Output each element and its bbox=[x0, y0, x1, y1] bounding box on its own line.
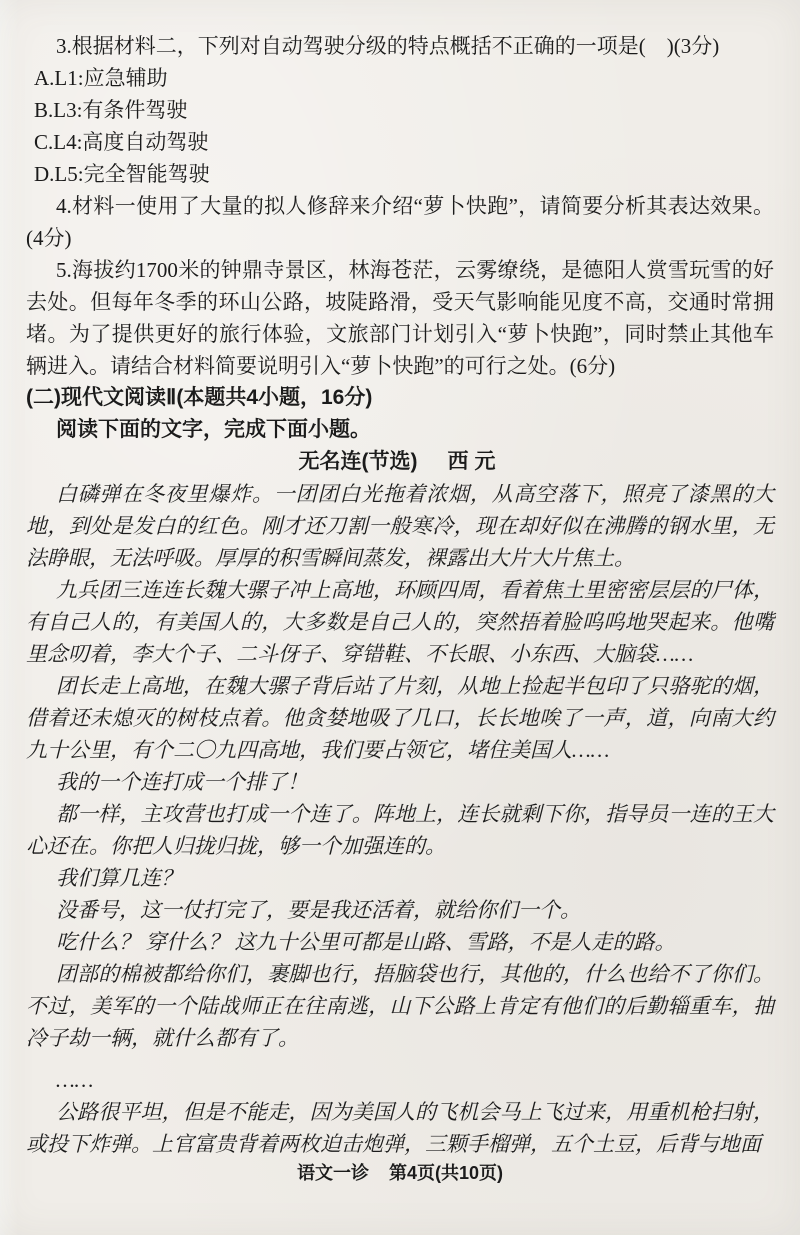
question-3-text: 3.根据材料二，下列对自动驾驶分级的特点概括不正确的一项是( )(3分) bbox=[56, 34, 720, 58]
section-2-heading: (二)现代文阅读Ⅱ(本题共4小题，16分) bbox=[26, 386, 373, 409]
reading-instruction: 阅读下面的文字，完成下面小题。 bbox=[56, 418, 371, 441]
question-5-text: 5.海拔约1700米的钟鼎寺景区，林海苍茫，云雾缭绕，是德阳人赏雪玩雪的好去处。但每年冬季的环山公路，坡陡路滑，受天气影响能见度不高，交通时常拥堵。为了提供更好的旅行体验，文旅部门计划引入“萝卜快跑”，同时禁止其他车辆进入。请结合材料简要说明引入“萝卜快跑”的可行之处。(6分) bbox=[26, 258, 774, 378]
passage-paragraph-5: 都一样，主攻营也打成一个连了。阵地上，连长就剩下你，指导员一连的王大心还在。你把人归拢归拢，够一个加强连的。 bbox=[26, 802, 774, 858]
passage-paragraph-8: 吃什么？ 穿什么？ 这九十公里可都是山路、雪路，不是人走的路。 bbox=[56, 930, 676, 954]
page-footer bbox=[0, 1160, 800, 1186]
option-a: A.L1:应急辅助 bbox=[34, 66, 168, 90]
option-b: B.L3:有条件驾驶 bbox=[34, 98, 188, 122]
passage-body bbox=[26, 478, 774, 1160]
passage-paragraph-11: 公路很平坦，但是不能走，因为美国人的飞机会马上飞过来，用重机枪扫射，或投下炸弹。上官富贵背着两枚迫击炮弹，三颗手榴弹，五个土豆，后背与地面 bbox=[26, 1100, 774, 1156]
passage-paragraph-2: 九兵团三连连长魏大骡子冲上高地，环顾四周，看着焦土里密密层层的尸体，有自己人的，有美国人的，大多数是自己人的，突然捂着脸呜呜地哭起来。他嘴里念叨着，李大个子、二斗伢子、穿错鞋、不长眼、小东西、大脑袋…… bbox=[26, 578, 774, 666]
passage-paragraph-7: 没番号，这一仗打完了，要是我还活着，就给你们一个。 bbox=[56, 898, 581, 922]
passage-title-line bbox=[26, 446, 774, 478]
option-c: C.L4:高度自动驾驶 bbox=[34, 130, 209, 154]
question-3-options bbox=[26, 62, 774, 190]
passage-author: 西元 bbox=[447, 450, 502, 473]
passage-paragraph-4: 我的一个连打成一个排了！ bbox=[56, 770, 308, 794]
question-4-text: 4.材料一使用了大量的拟人修辞来介绍“萝卜快跑”，请简要分析其表达效果。(4分) bbox=[26, 194, 774, 250]
passage-paragraph-6: 我们算几连？ bbox=[56, 866, 182, 890]
footer-exam-name: 语文一诊 bbox=[296, 1163, 369, 1183]
footer-page-number: 第4页(共10页) bbox=[388, 1163, 504, 1183]
passage-paragraph-1: 白磷弹在冬夜里爆炸。一团团白光拖着浓烟，从高空落下，照亮了漆黑的大地，到处是发白的红色。刚才还刀割一般寒冷，现在却好似在沸腾的钢水里，无法睁眼，无法呼吸。厚厚的积雪瞬间蒸发，裸露出大片大片焦土。 bbox=[26, 482, 774, 570]
question-3 bbox=[26, 30, 774, 190]
passage-paragraph-9: 团部的棉被都给你们，裹脚也行，捂脑袋也行，其他的，什么也给不了你们。不过，美军的一个陆战师正在往南逃，山下公路上肯定有他们的后勤辎重车，抽冷子劫一辆，就什么都有了。 bbox=[26, 962, 774, 1050]
passage-title: 无名连(节选) bbox=[298, 450, 418, 473]
option-d: D.L5:完全智能驾驶 bbox=[34, 162, 210, 186]
passage-paragraph-3: 团长走上高地，在魏大骡子背后站了片刻，从地上捡起半包印了只骆驼的烟，借着还未熄灭的树枝点着。他贪婪地吸了几口，长长地唉了一声，道，向南大约九十公里，有个二〇九四高地，我们要占领它，堵住美国人…… bbox=[26, 674, 774, 762]
passage-ellipsis: …… bbox=[56, 1068, 94, 1092]
